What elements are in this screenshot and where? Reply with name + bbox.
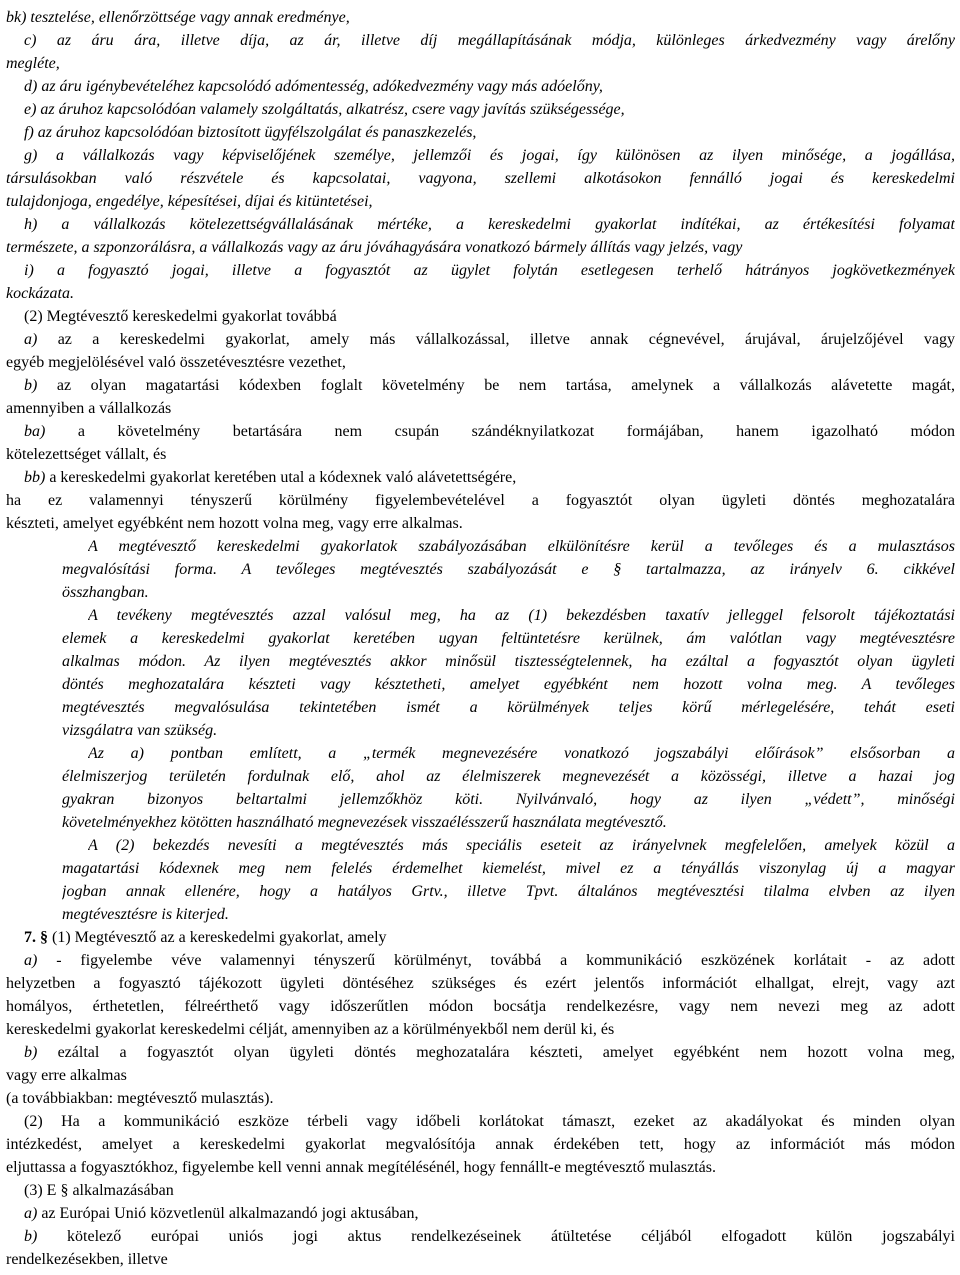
text-segment: d) az áru igénybevételéhez kapcsolódó adómentesség, adókedvezmény vagy más adóelőny, [24, 78, 603, 95]
text-segment: i) a fogyasztó jogai, illetve a fogyasztót az ügylet folytán esetlegesen terhelő hátrányos jogkövetkezmények [24, 262, 955, 279]
text-line [6, 1087, 955, 1110]
text-line [24, 98, 955, 121]
text-line [62, 650, 955, 673]
text-line [6, 190, 955, 213]
text-segment: egyéb megjelölésével való összetévesztésre vezethet, [6, 354, 346, 371]
text-segment: vagy erre alkalmas [6, 1067, 127, 1084]
text-line [24, 420, 955, 443]
text-segment: § [40, 929, 48, 946]
text-segment: jogban annak ellenére, hogy a hatályos Grtv., illetve Tpvt. általános megtévesztési tilalma elvben az ilyen [62, 883, 955, 900]
text-line [6, 167, 955, 190]
text-segment: követelményekhez kötötten használható megnevezések visszaélésszerű használata megtévesztő. [62, 814, 667, 831]
text-segment: társulásokban való részvétele és kapcsolatai, vagyona, szellemi alkotásokon fennálló jogai és kereskedelmi [6, 170, 955, 187]
text-segment: természete, a szponzorálásra, a vállalkozás vagy az áru jóváhagyására vonatkozó bármely állítás vagy jelzés, vagy [6, 239, 743, 256]
text-line [88, 535, 955, 558]
text-segment: vizsgálatra van szükség. [62, 722, 218, 739]
text-segment: f) az áruhoz kapcsolódóan biztosított ügyfélszolgálat és panaszkezelés, [24, 124, 477, 141]
text-line [24, 328, 955, 351]
text-segment: alkalmas módon. Az ilyen megtévesztés akkor minősül tisztességtelennek, ha ezáltal a fogyasztót olyan ügyleti [62, 653, 955, 670]
text-segment: (a továbbiakban: megtévesztő mulasztás). [6, 1090, 274, 1107]
text-segment: homályos, érthetetlen, félreérthető vagy időszerűtlen módon bocsátja rendelkezésre, vagy nem nevezi meg az adott [6, 998, 955, 1015]
text-segment: (1) Megtévesztő az a kereskedelmi gyakorlat, amely [48, 929, 387, 946]
text-segment: c) az áru ára, illetve díja, az ár, illetve díj megállapításának módja, különleges árkedvezmény vagy árelőny [24, 32, 955, 49]
text-segment: ha ez valamennyi tényszerű körülmény figyelembevételével a fogyasztót olyan ügyleti döntés meghozatalára [6, 492, 955, 509]
text-segment: g) a vállalkozás vagy képviselőjének személye, jellemzői és jogai, így különösen az ilyen minősége, a jogállása, [24, 147, 955, 164]
text-segment: kötelezettséget vállalt, és [6, 446, 167, 463]
text-segment: kockázata. [6, 285, 74, 302]
text-line [62, 627, 955, 650]
text-line [24, 466, 955, 489]
text-segment: a kereskedelmi gyakorlat keretében utal a kódexnek való alávetettségére, [49, 469, 517, 486]
text-line [24, 213, 955, 236]
text-line [6, 6, 955, 29]
text-segment: A (2) bekezdés nevesíti a megtévesztés más speciális eseteit az irányelvnek megfelelően, amelyek közül a [88, 837, 955, 854]
text-segment: A tevékeny megtévesztés azzal valósul meg, ha az (1) bekezdésben taxatív jelleggel felsorolt tájékoztatási [88, 607, 955, 624]
text-segment: bk) tesztelése, ellenőrzöttsége vagy annak eredménye, [6, 9, 350, 26]
text-line [24, 1110, 955, 1133]
text-segment: a) [24, 1205, 42, 1222]
text-line [62, 765, 955, 788]
text-line [24, 949, 955, 972]
text-segment: ba) [24, 423, 78, 440]
text-line [6, 972, 955, 995]
text-line [6, 512, 955, 535]
text-segment: eljuttassa a fogyasztókhoz, figyelembe kell venni annak megítélésénél, hogy fennállt-e megtévesztő mulasztás. [6, 1159, 716, 1176]
text-line [62, 788, 955, 811]
text-line [6, 1156, 955, 1179]
text-line [62, 903, 955, 926]
text-segment: (2) Ha a kommunikáció eszköze térbeli vagy időbeli korlátokat támaszt, ezeket az akadályokat és minden olyan [24, 1113, 955, 1130]
text-line [62, 696, 955, 719]
text-line [62, 811, 955, 834]
text-segment: amennyiben a vállalkozás [6, 400, 172, 417]
text-segment: az olyan magatartási kódexben foglalt követelmény be nem tartása, amelynek a vállalkozás alávetette magát, [56, 377, 955, 394]
text-segment: - figyelembe véve valamennyi tényszerű körülményt, továbbá a kommunikáció eszközének korlátait - az adott [56, 952, 955, 969]
text-line [24, 259, 955, 282]
text-segment: A megtévesztő kereskedelmi gyakorlatok szabályozásában elkülönítésre kerül a tevőleges és a mulasztásos [88, 538, 955, 555]
text-segment: készteti, amelyet egyébként nem hozott volna meg, vagy erre alkalmas. [6, 515, 463, 532]
text-segment: gyakran bizonyos beltartalmi jellemzőkhöz köti. Nyilvánvaló, hogy az ilyen „védett”, minőségi [62, 791, 955, 808]
text-line [24, 1179, 955, 1202]
text-segment: Az a) pontban említett, a „termék megnevezésére vonatkozó jogszabályi előírások” elsősorban a [88, 745, 955, 762]
text-line [62, 857, 955, 880]
text-line [6, 236, 955, 259]
text-line [24, 926, 955, 949]
text-line [62, 719, 955, 742]
text-segment: kereskedelmi gyakorlat kereskedelmi célját, amennyiben az a körülményekből nem derül ki, és [6, 1021, 615, 1038]
text-segment: megvalósítási forma. A tevőleges megtévesztés szabályozását e § tartalmazza, az irányelv 6. cikkével [62, 561, 955, 578]
text-segment: b) [24, 1044, 58, 1061]
text-line [24, 1202, 955, 1225]
text-segment: a) [24, 952, 57, 969]
text-line [88, 604, 955, 627]
text-line [24, 75, 955, 98]
text-line [6, 443, 955, 466]
text-line [6, 397, 955, 420]
text-segment: döntés meghozatalára készteti vagy késztetheti, amelyet egyébként nem hozott volna meg. A tevőleges [62, 676, 955, 693]
text-line [24, 305, 955, 328]
text-segment: élelmiszerjog területén fordulnak elő, ahol az élelmiszerek megnevezését a közösségi, illetve a hazai jog [62, 768, 955, 785]
text-segment: (3) E [24, 1182, 61, 1199]
text-segment: § [60, 1182, 69, 1199]
text-line [6, 995, 955, 1018]
text-segment: 7. [24, 929, 40, 946]
text-line [6, 351, 955, 374]
text-line [62, 673, 955, 696]
text-segment: kötelező európai uniós jogi aktus rendelkezéseinek átültetése céljából elfogadott külön jogszabályi [67, 1228, 955, 1245]
text-segment: magatartási kódexnek meg nem felelés érdemelhet kiemelést, mivel ez a tényállás viszonylag új a magyar [62, 860, 955, 877]
text-line [6, 1064, 955, 1087]
text-line [6, 489, 955, 512]
text-segment: megléte, [6, 55, 60, 72]
text-line [62, 558, 955, 581]
text-line [24, 144, 955, 167]
text-line [88, 834, 955, 857]
text-line [88, 742, 955, 765]
text-segment: rendelkezésekben, illetve [6, 1251, 168, 1268]
text-segment: tulajdonjoga, engedélye, képesítései, díjai és kitüntetései, [6, 193, 373, 210]
text-segment: megtévesztésre is kiterjed. [62, 906, 229, 923]
text-line [6, 52, 955, 75]
text-line [6, 1133, 955, 1156]
text-segment: ezáltal a fogyasztót olyan ügyleti döntés meghozatalára készteti, amelyet egyébként nem hozott volna meg, [57, 1044, 955, 1061]
text-segment: az a kereskedelmi gyakorlat, amely más vállalkozással, illetve annak cégnevével, árujával, árujelzőjével vagy [57, 331, 955, 348]
text-segment: bb) [24, 469, 50, 486]
text-line [62, 581, 955, 604]
text-segment: a követelmény betartására nem csupán szándéknyilatkozat formájában, hanem igazolható módon [77, 423, 955, 440]
text-line [24, 1041, 955, 1064]
text-segment: b) [24, 377, 57, 394]
text-segment: összhangban. [62, 584, 149, 601]
text-segment: h) a vállalkozás kötelezettségvállalásának mértéke, a kereskedelmi gyakorlat indítékai, az értékesítési folyamat [24, 216, 955, 233]
text-line [62, 880, 955, 903]
text-segment: b) [24, 1228, 68, 1245]
text-segment: megtévesztés megvalósulása tekintetében ismét a körülmények teljes körű mérlegelésére, tehát eseti [62, 699, 955, 716]
text-segment: e) az áruhoz kapcsolódóan valamely szolgáltatás, alkatrész, csere vagy javítás szükségessége, [24, 101, 625, 118]
text-segment: az Európai Unió közvetlenül alkalmazandó jogi aktusában, [41, 1205, 419, 1222]
text-segment: a) [24, 331, 58, 348]
text-segment: alkalmazásában [68, 1182, 174, 1199]
text-segment: helyzetben a fogyasztó tájékozott ügyleti döntéséhez szükséges és ezért jelentős információt elhallgat, elrejt, vagy azt [6, 975, 955, 992]
text-segment: (2) Megtévesztő kereskedelmi gyakorlat továbbá [24, 308, 337, 325]
text-segment: elemek a kereskedelmi gyakorlat keretében ugyan feltüntetésre kerülnek, ám valótlan vagy megtévesztésre [62, 630, 955, 647]
text-line [6, 282, 955, 305]
text-line [6, 1248, 955, 1271]
text-line [6, 1018, 955, 1041]
text-line [24, 29, 955, 52]
text-line [24, 1225, 955, 1248]
text-segment: intézkedést, amelyet a kereskedelmi gyakorlat megvalósítója annak érdekében tett, hogy az információt más módon [6, 1136, 955, 1153]
text-line [24, 121, 955, 144]
text-line [24, 374, 955, 397]
